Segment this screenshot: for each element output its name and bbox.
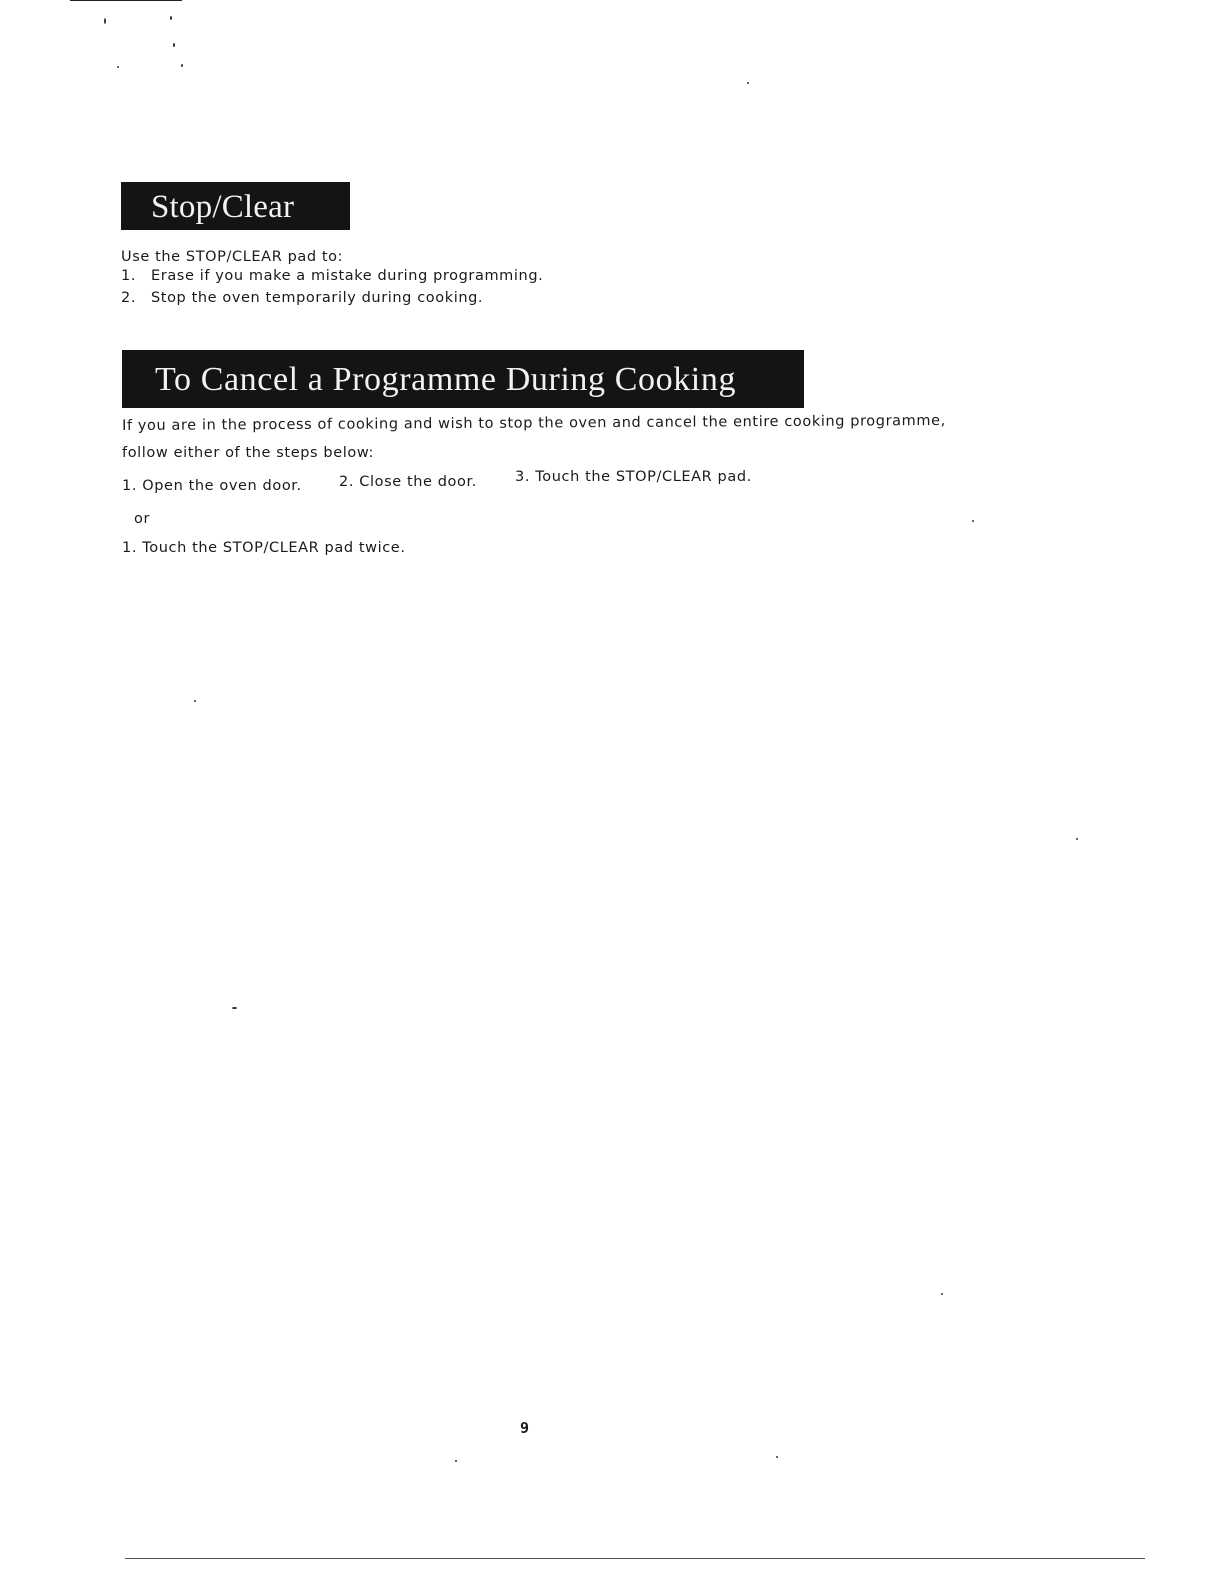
stop-clear-item-1 — [121, 268, 543, 284]
cancel-intro-line-2: follow either of the steps below: — [122, 445, 374, 461]
cancel-step-3: 3. Touch the STOP/CLEAR pad. — [515, 469, 752, 485]
scan-speck — [173, 43, 175, 47]
scan-speck — [941, 1293, 943, 1295]
scan-speck — [170, 16, 172, 20]
bottom-edge-rule — [125, 1558, 1145, 1559]
stop-clear-intro: Use the STOP/CLEAR pad to: — [121, 249, 344, 265]
scan-speck — [232, 1007, 237, 1009]
scan-speck — [972, 520, 974, 522]
stop-clear-item-1-text: Erase if you make a mistake during programming. — [151, 268, 544, 284]
scan-speck — [181, 64, 183, 67]
scan-speck — [776, 1456, 778, 1458]
cancel-step-2: 2. Close the door. — [339, 474, 477, 490]
scan-speck — [747, 82, 749, 84]
page-number: 9 — [520, 1419, 530, 1437]
scan-speck — [194, 700, 196, 702]
stop-clear-item-2-text: Stop the oven temporarily during cooking. — [151, 290, 484, 306]
stop-clear-item-2-number: 2. — [121, 290, 137, 306]
top-edge-rule — [70, 0, 182, 1]
stop-clear-item-1-number: 1. — [121, 268, 137, 284]
scan-speck — [117, 66, 119, 68]
stop-clear-heading: Stop/Clear — [121, 182, 350, 230]
cancel-step-1: 1. Open the oven door. — [122, 478, 302, 494]
stop-clear-item-2 — [121, 290, 483, 306]
cancel-programme-heading: To Cancel a Programme During Cooking — [122, 350, 804, 408]
scan-speck — [104, 18, 106, 24]
scan-speck — [455, 1460, 457, 1462]
scan-speck — [1076, 838, 1078, 840]
or-label: or — [134, 511, 151, 527]
cancel-intro-line-1: If you are in the process of cooking and wish to stop the oven and cancel the entire cooking programme, — [122, 412, 946, 434]
cancel-alt-step: 1. Touch the STOP/CLEAR pad twice. — [122, 540, 406, 556]
